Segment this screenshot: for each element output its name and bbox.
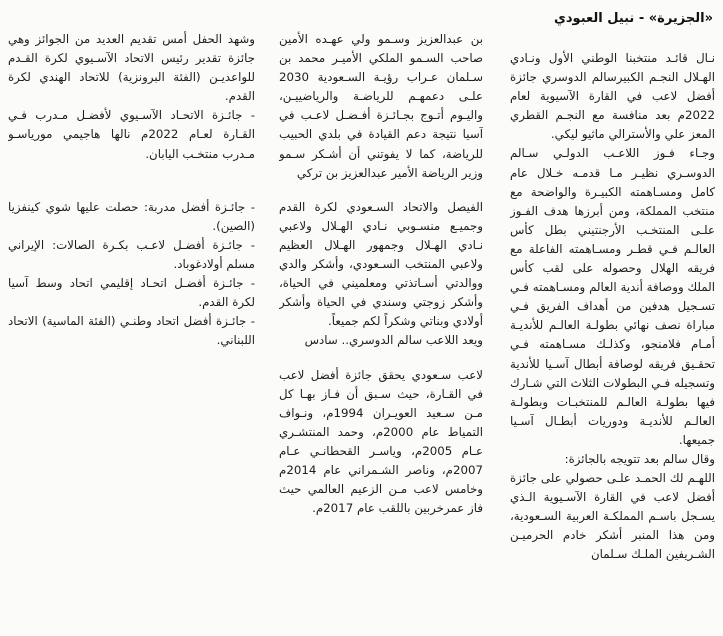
spacer bbox=[279, 351, 483, 366]
byline: «الجزيرة» - نبيل العبودي bbox=[553, 11, 713, 26]
spacer bbox=[279, 183, 483, 198]
paragraph: - جائـزة أفضـل اتحـاد إقليمي اتحاد وسط آسيا لكرة القدم. bbox=[8, 276, 255, 310]
paragraph: - جائـزة أفضل مدربة: حصلت عليها شوي كينفزيا (الصين). bbox=[8, 199, 255, 233]
paragraph: وشهد الحفل أمس تقديم العديد من الجوائز وهي جائزة تقدير رئيس الاتحاد الآسـيوي لكرة القـدم للواعديـن (الفئة البرونزية) للاتحاد الهندي لكرة القدم. bbox=[8, 32, 255, 104]
article-column-right bbox=[510, 49, 715, 636]
article-column-middle bbox=[279, 30, 483, 636]
paragraph: - جائـزة أفضل اتحاد وطنـي (الفئة الماسية) الاتحاد اللبناني. bbox=[8, 314, 255, 348]
paragraph: اللهـم لك الحمـد علـى حصولي على جائزة أفضل لاعب في القارة الآسـيوية الـذي يسـجل باسـم المملكـة العربية السـعودية، ومن هذا المنبر أشكر خادم الحرميـن الشـريفين الملـك سـلمان bbox=[510, 471, 715, 562]
paragraph: بن عبدالعزيز وسـمو ولي عهـده الأمين صاحب السـمو الملكي الأميـر محمد بن سـلمان عـراب رؤيـة السـعودية 2030 علـى دعمهـم للرياضـة والرياضييـن، واليـوم أتـوج بجـائـزة أفـضـل لاعـب في آسيا نتيجة دعم القيادة في بلدي الحبيب للرياضة، كما لا يفوتني أن أشـكر سـمو وزير الرياضة الأمير عبدالعزيز بن تركي bbox=[279, 32, 483, 180]
article-column-left bbox=[8, 30, 255, 636]
spacer bbox=[8, 164, 255, 198]
paragraph: الفيصل والاتحاد السـعودي لكرة القدم وجميـع منسـوبي نـادي الهـلال ولاعبي نـادي الهـلال وجمهور الهـلال العظيم ولاعبي المنتخب السـعودي، وأشكر والدي ووالدتي أسـاتذتي ومعلميني في الحياة، وأشكر زوجتي وسندي في الحياة وأشكر أولادي وبناتي وشكراً لكم جميعاً. bbox=[279, 199, 483, 329]
paragraph: وجـاء فـوز اللاعـب الدولـي سـالم الدوسـري نظيـر مـا قدمـه خـلال عام كامل ومسـاهمته الكبيـرة والواضحة مع منتخب المملكة، ومن أبرزها هدف الفـوز علـى المنتخـب الأرجنتيني بطل كأس العالـم فـي قطـر ومسـاهمته الفاعلة مع فريقه الهلال وحصوله على لقب كأس الملك ووصافة أندية العالم ومسـاهمته فـي تسـجيل هدفين من أهداف الفريق فـي مباراة نصف نهائي بطولـة العالـم للأنديـة أمـام فلامنجو، وكذلـك مسـاهمته فـي تحقـيق فريقه لوصافة أبطال آسـيا للأندية وتسجيله فـي البطولات الثلاث التي شـارك فيها بطولـة العالـم للمنتخبـات وبطولـة العالـم للأنديـة ودوريات أبطـال آسـيا جميعها. bbox=[510, 146, 715, 447]
paragraph: - جائـزة أفضـل لاعـب بكـرة الصالات: الإيراني مسلم أولادغوباد. bbox=[8, 237, 255, 271]
paragraph: لاعب سـعودي يحقق جائزة أفضل لاعب في القـارة، حيث سـبق أن فـاز بهـا كل مـن سـعيد العويـران 1994م، ونـواف التمياط عام 2000م، وحمد المنتشـري عـام 2005م، وياسـر القحطانـي عـام 2007م، وناصر الشـمراني عام 2014م وخامس لاعب مـن الزعيم العالمي حيث فاز عمرخربين باللقب عام 2017م. bbox=[279, 367, 483, 516]
paragraph: نـال قائـد منتخبنا الوطني الأول ونـادي الهـلال النجـم الكبيرسالم الدوسري جائزة أفضل لاعب في القارة الآسيوية لعام 2022م بعد منافسة مع النجـم القطري المعز علي والأسترالي ماثيو ليكي. bbox=[510, 51, 715, 142]
paragraph: - جائـزة الاتحـاد الآسـيوي لأفضـل مـدرب فـي القـارة لعـام 2022م نالها هاجيمي مورياسـو مـدرب منتخـب اليابان. bbox=[8, 108, 255, 161]
paragraph: ويعد اللاعب سالم الدوسري.. سادس bbox=[304, 333, 483, 348]
paragraph: وقال سالم بعد تتويجه بالجائزة: bbox=[564, 451, 715, 466]
